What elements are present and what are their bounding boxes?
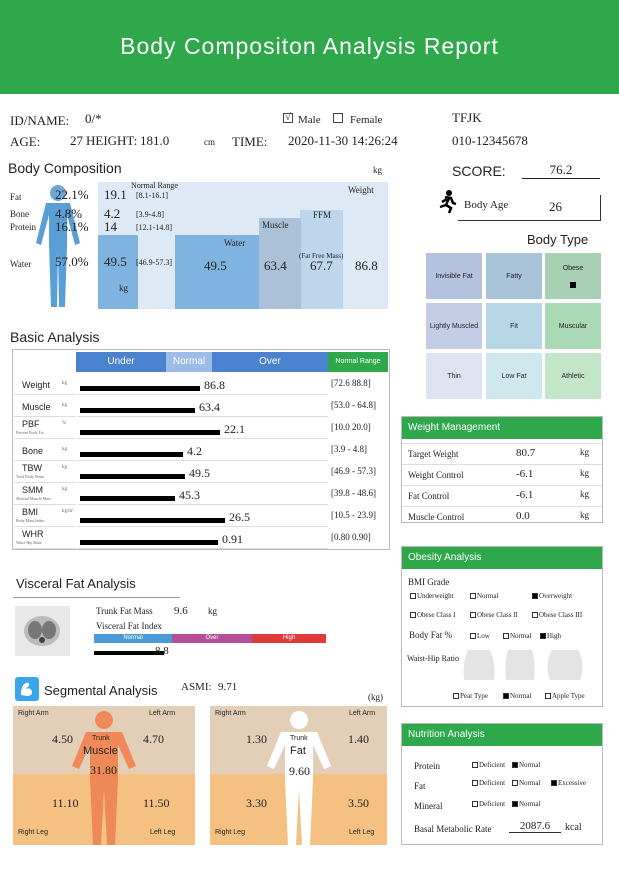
female-checkbox[interactable] xyxy=(333,113,343,123)
visceral-level-bar xyxy=(94,651,164,655)
wm-value: -6.1 xyxy=(516,489,534,501)
ba-bar xyxy=(80,474,185,479)
whr-normal-option[interactable]: Normal xyxy=(503,692,531,700)
fat-deficient-option[interactable]: Deficient xyxy=(472,779,505,787)
ba-track-1 xyxy=(78,397,328,417)
muscle-right-arm-value: 4.50 xyxy=(52,732,73,746)
fat-excessive-option[interactable]: Excessive xyxy=(551,779,586,787)
bmi-grade-label: BMI Grade xyxy=(408,577,450,587)
mineral-normal-option[interactable]: Normal xyxy=(512,800,540,808)
ba-bar xyxy=(80,518,225,523)
ba-bar xyxy=(80,540,218,545)
time-value: 2020-11-30 14:26:24 xyxy=(288,133,398,148)
ba-label: Muscle xyxy=(22,402,51,412)
bmi-overweight-option[interactable]: Overweight xyxy=(532,592,572,600)
body-type-invisible-fat: Invisible Fat xyxy=(426,253,482,299)
muscle-left-arm-value: 4.70 xyxy=(143,732,164,746)
ba-label: Weight xyxy=(22,380,50,390)
male-checkbox[interactable] xyxy=(283,113,293,123)
muscle-figure-icon xyxy=(66,710,142,846)
height-unit: cm xyxy=(204,137,215,147)
wm-unit: kg xyxy=(580,447,589,457)
time-label: TIME: xyxy=(232,134,268,149)
bmi-underweight-option[interactable]: Underweight xyxy=(410,592,454,600)
ba-unit: kg xyxy=(62,381,67,386)
fat-left-leg-label: Left Leg xyxy=(349,829,375,836)
fat-left-arm-label: Left Arm xyxy=(349,710,376,717)
bmi-obese2-option[interactable]: Obese Class II xyxy=(470,611,518,619)
bc-water-value: 49.5 xyxy=(104,254,127,269)
ba-range: [72.6 88.8] xyxy=(331,378,371,388)
bc-protein-pct: 16.1% xyxy=(55,219,89,234)
body-type-title: Body Type xyxy=(527,232,589,247)
abdomen-scan-icon xyxy=(15,606,70,656)
ba-track-3 xyxy=(78,441,328,461)
fat-center-label: Fat xyxy=(290,745,306,757)
fat-left-leg-value: 3.50 xyxy=(348,796,369,810)
ba-range: [46.9 - 57.3] xyxy=(331,466,376,476)
ba-label: SMM xyxy=(22,485,43,495)
normal-header: Normal xyxy=(166,352,212,372)
protein-normal-option[interactable]: Normal xyxy=(512,761,540,769)
body-age-value: 26 xyxy=(549,199,562,214)
asmi-value: 9.71 xyxy=(218,681,238,693)
age-value: 27 xyxy=(70,133,83,148)
body-type-fit: Fit xyxy=(486,303,542,349)
nutrition-title: Nutrition Analysis xyxy=(402,724,602,746)
asmi-label: ASMI: xyxy=(181,681,212,693)
nutrition-fat-label: Fat xyxy=(414,781,426,791)
wm-label: Muscle Control xyxy=(408,512,465,522)
bmr-unit: kcal xyxy=(565,822,582,833)
ba-sub: Waist-Hip Ratio xyxy=(16,540,43,545)
muscle-trunk-label: Trunk xyxy=(92,735,110,742)
height-value: 181.0 xyxy=(140,133,170,148)
height-label: HEIGHT: xyxy=(86,133,138,148)
ba-range: [39.8 - 48.6] xyxy=(331,488,376,498)
pbf-normal-option[interactable]: Normal xyxy=(503,632,531,640)
body-type-obese: Obese xyxy=(545,253,601,299)
muscle-center-label: Muscle xyxy=(83,745,118,757)
nutrition-mineral-label: Mineral xyxy=(414,801,443,811)
male-label: Male xyxy=(298,114,321,126)
ba-track-4 xyxy=(78,463,328,483)
wm-row-2 xyxy=(402,485,602,506)
wm-row-3 xyxy=(402,506,602,527)
segmental-unit: (kg) xyxy=(368,692,383,702)
mineral-deficient-option[interactable]: Deficient xyxy=(472,800,505,808)
ba-sub: Percent Body Fat xyxy=(16,430,44,435)
trunk-fat-label: Trunk Fat Mass xyxy=(96,606,153,616)
ba-row-5 xyxy=(14,485,76,505)
ba-label: PBF xyxy=(22,419,40,429)
pbf-high-option[interactable]: High xyxy=(540,632,561,640)
ba-label: WHR xyxy=(22,529,44,539)
fat-trunk-label: Trunk xyxy=(290,735,308,742)
body-type-thin: Thin xyxy=(426,353,482,399)
whr-pear-option[interactable]: Pear Type xyxy=(453,692,488,700)
protein-deficient-option[interactable]: Deficient xyxy=(472,761,505,769)
body-composition-unit: kg xyxy=(373,165,382,175)
fat-right-leg-label: Right Leg xyxy=(215,829,245,836)
muscle-block-label: Muscle xyxy=(262,220,289,230)
body-type-athletic: Athletic xyxy=(545,353,601,399)
muscle-left-leg-value: 11.50 xyxy=(143,796,170,810)
bmi-obese3-option[interactable]: Obese Class III xyxy=(532,611,582,619)
body-composition-title: Body Composition xyxy=(8,160,122,176)
visceral-normal-band: Normal xyxy=(94,634,172,643)
body-type-fatty: Fatty xyxy=(486,253,542,299)
wm-row-0 xyxy=(402,443,602,464)
ffm-block-value: 67.7 xyxy=(310,258,333,273)
bc-bone-range: [3.9-4.8] xyxy=(136,210,164,219)
ba-label: TBW xyxy=(22,463,42,473)
ba-bar xyxy=(80,408,195,413)
female-label: Female xyxy=(350,114,383,126)
device-code: TFJK xyxy=(452,110,482,125)
ba-row-2 xyxy=(14,419,76,439)
kg-label: kg xyxy=(119,283,128,293)
pbf-low-option[interactable]: Low xyxy=(470,632,490,640)
ba-track-5 xyxy=(78,485,328,505)
ba-range: [10.5 - 23.9] xyxy=(331,510,376,520)
wm-label: Target Weight xyxy=(408,449,459,459)
visceral-title: Visceral Fat Analysis xyxy=(16,576,136,591)
ba-sub: Body Mass Index xyxy=(16,518,45,523)
report-title: Body Compositon Analysis Report xyxy=(120,33,499,59)
ba-unit: kg/m² xyxy=(62,509,74,514)
score-value: 76.2 xyxy=(522,162,600,179)
fat-right-arm-value: 1.30 xyxy=(246,732,267,746)
ba-bar xyxy=(80,496,175,501)
ba-track-2 xyxy=(78,419,328,439)
whr-label: Waist-Hip Ratio xyxy=(407,654,460,663)
weight-block-value: 86.8 xyxy=(355,258,378,273)
ffm-sub-label: (Fat Free Mass) xyxy=(299,252,344,260)
segmental-title: Segmental Analysis xyxy=(44,683,158,698)
water-block-label: Water xyxy=(224,238,246,248)
ba-row-7 xyxy=(14,529,76,549)
bmi-obese1-option[interactable]: Obese Class I xyxy=(410,611,456,619)
ba-row-3 xyxy=(14,441,76,461)
ba-track-6 xyxy=(78,507,328,527)
over-header: Over xyxy=(212,352,328,372)
ba-value: 49.5 xyxy=(189,466,210,480)
ba-value: 0.91 xyxy=(222,532,243,546)
muscle-right-leg-label: Right Leg xyxy=(18,829,48,836)
age-label: AGE: xyxy=(10,134,41,149)
ba-value: 26.5 xyxy=(229,510,250,524)
id-value: 0/* xyxy=(85,111,102,126)
muscle-left-arm-label: Left Arm xyxy=(149,710,176,717)
water-block-value: 49.5 xyxy=(204,258,227,273)
basic-analysis-title: Basic Analysis xyxy=(10,329,100,345)
ba-unit: % xyxy=(62,421,67,426)
bc-water-range: [46.9-57.3] xyxy=(136,258,172,267)
visceral-index-label: Visceral Fat Index xyxy=(96,621,162,631)
runner-icon xyxy=(437,190,457,214)
body-type-marker xyxy=(570,282,576,288)
wm-unit: kg xyxy=(580,489,589,499)
ba-sub: Total Body Water xyxy=(16,474,45,479)
bc-fat-value: 19.1 xyxy=(104,187,127,202)
ba-unit: kg xyxy=(62,487,67,492)
under-header: Under xyxy=(76,352,166,372)
id-label: ID/NAME: xyxy=(10,113,70,128)
bmr-label: Basal Metabolic Rate xyxy=(414,824,492,834)
muscle-trunk-value: 31.80 xyxy=(90,763,117,777)
ba-value: 4.2 xyxy=(187,444,202,458)
ba-unit: kg xyxy=(62,465,67,470)
ba-range: [0.80 0.90] xyxy=(331,532,371,542)
ba-label: Bone xyxy=(22,446,44,456)
ffm-block-label: FFM xyxy=(313,210,332,220)
visceral-image xyxy=(15,606,70,656)
phone-number: 010-12345678 xyxy=(452,133,528,148)
male-check-mark: √ xyxy=(285,112,291,123)
muscle-left-leg-label: Left Leg xyxy=(150,829,176,836)
trunk-fat-unit: kg xyxy=(208,606,217,616)
ba-label: BMI xyxy=(22,507,39,517)
ba-row-4 xyxy=(14,463,76,483)
ba-unit: kg xyxy=(62,447,67,452)
ba-bar xyxy=(80,386,200,391)
body-shape-icons xyxy=(462,646,588,688)
arm-muscle-icon xyxy=(15,677,39,701)
body-type-low-fat: Low Fat xyxy=(486,353,542,399)
fat-normal-option[interactable]: Normal xyxy=(512,779,540,787)
bc-fat-pct: 22.1% xyxy=(55,187,89,202)
ba-bar xyxy=(80,430,220,435)
normal-range-header: Normal Range xyxy=(328,352,388,372)
ba-track-7 xyxy=(78,529,328,549)
bc-water-label: Water xyxy=(10,259,32,269)
trunk-fat-value: 9.6 xyxy=(174,605,188,617)
wm-value: 80.7 xyxy=(516,447,536,459)
ba-range: [3.9 - 4.8] xyxy=(331,444,367,454)
visceral-value: 8.8 xyxy=(155,645,169,657)
fat-trunk-value: 9.60 xyxy=(289,764,310,778)
bmi-normal-option[interactable]: Normal xyxy=(470,592,498,600)
fat-right-arm-label: Right Arm xyxy=(215,710,246,717)
ba-track-0 xyxy=(78,375,328,395)
water-value-block xyxy=(98,235,138,309)
body-type-muscular: Muscular xyxy=(545,303,601,349)
ba-unit: kg xyxy=(62,403,67,408)
weight-block-label: Weight xyxy=(348,185,374,195)
bc-bone-pct: 4.8% xyxy=(55,206,83,221)
bc-fat-label: Fat xyxy=(10,192,22,202)
body-age-label: Body Age xyxy=(464,199,509,211)
visceral-high-band: High xyxy=(252,634,326,643)
visceral-over-band: Over xyxy=(172,634,252,643)
normal-range-label: Normal Range xyxy=(131,181,178,190)
whr-apple-option[interactable]: Apple Type xyxy=(545,692,585,700)
ba-sub: Skeletal Muscle Mass xyxy=(16,496,52,501)
bc-protein-label: Protein xyxy=(10,222,36,232)
ba-value: 63.4 xyxy=(199,400,220,414)
report-header xyxy=(0,0,619,94)
ba-value: 22.1 xyxy=(224,422,245,436)
ba-row-6 xyxy=(14,507,76,527)
ba-value: 45.3 xyxy=(179,488,200,502)
bc-protein-range: [12.1-14.8] xyxy=(136,223,172,232)
fat-left-arm-value: 1.40 xyxy=(348,732,369,746)
wm-row-1 xyxy=(402,464,602,485)
obesity-title: Obesity Analysis xyxy=(402,547,602,569)
wm-label: Fat Control xyxy=(408,491,450,501)
ba-bar xyxy=(80,452,183,457)
weight-management-title: Weight Management xyxy=(402,417,602,439)
wm-value: -6.1 xyxy=(516,468,534,480)
bc-protein-value: 14 xyxy=(104,219,117,234)
ba-range: [10.0 20.0] xyxy=(331,422,371,432)
bc-bone-label: Bone xyxy=(10,209,29,219)
body-type-lightly-muscled: Lightly Muscled xyxy=(426,303,482,349)
wm-unit: kg xyxy=(580,510,589,520)
muscle-right-arm-label: Right Arm xyxy=(18,710,49,717)
ba-row-1 xyxy=(14,397,76,417)
ba-row-0 xyxy=(14,375,76,395)
wm-label: Weight Control xyxy=(408,470,464,480)
bc-fat-range: [8.1-16.1] xyxy=(136,191,168,200)
bc-bone-value: 4.2 xyxy=(104,206,121,221)
fat-right-leg-value: 3.30 xyxy=(246,796,267,810)
bmr-value: 2087.6 xyxy=(509,820,561,833)
pbf-label: Body Fat % xyxy=(409,630,453,640)
nutrition-protein-label: Protein xyxy=(414,761,440,771)
ba-range: [53.0 - 64.8] xyxy=(331,400,376,410)
muscle-right-leg-value: 11.10 xyxy=(52,796,79,810)
wm-value: 0.0 xyxy=(516,510,530,522)
bc-water-pct: 57.0% xyxy=(55,254,89,269)
ba-value: 86.8 xyxy=(204,378,225,392)
muscle-block-value: 63.4 xyxy=(264,258,287,273)
wm-unit: kg xyxy=(580,468,589,478)
score-label: SCORE: xyxy=(452,163,506,179)
